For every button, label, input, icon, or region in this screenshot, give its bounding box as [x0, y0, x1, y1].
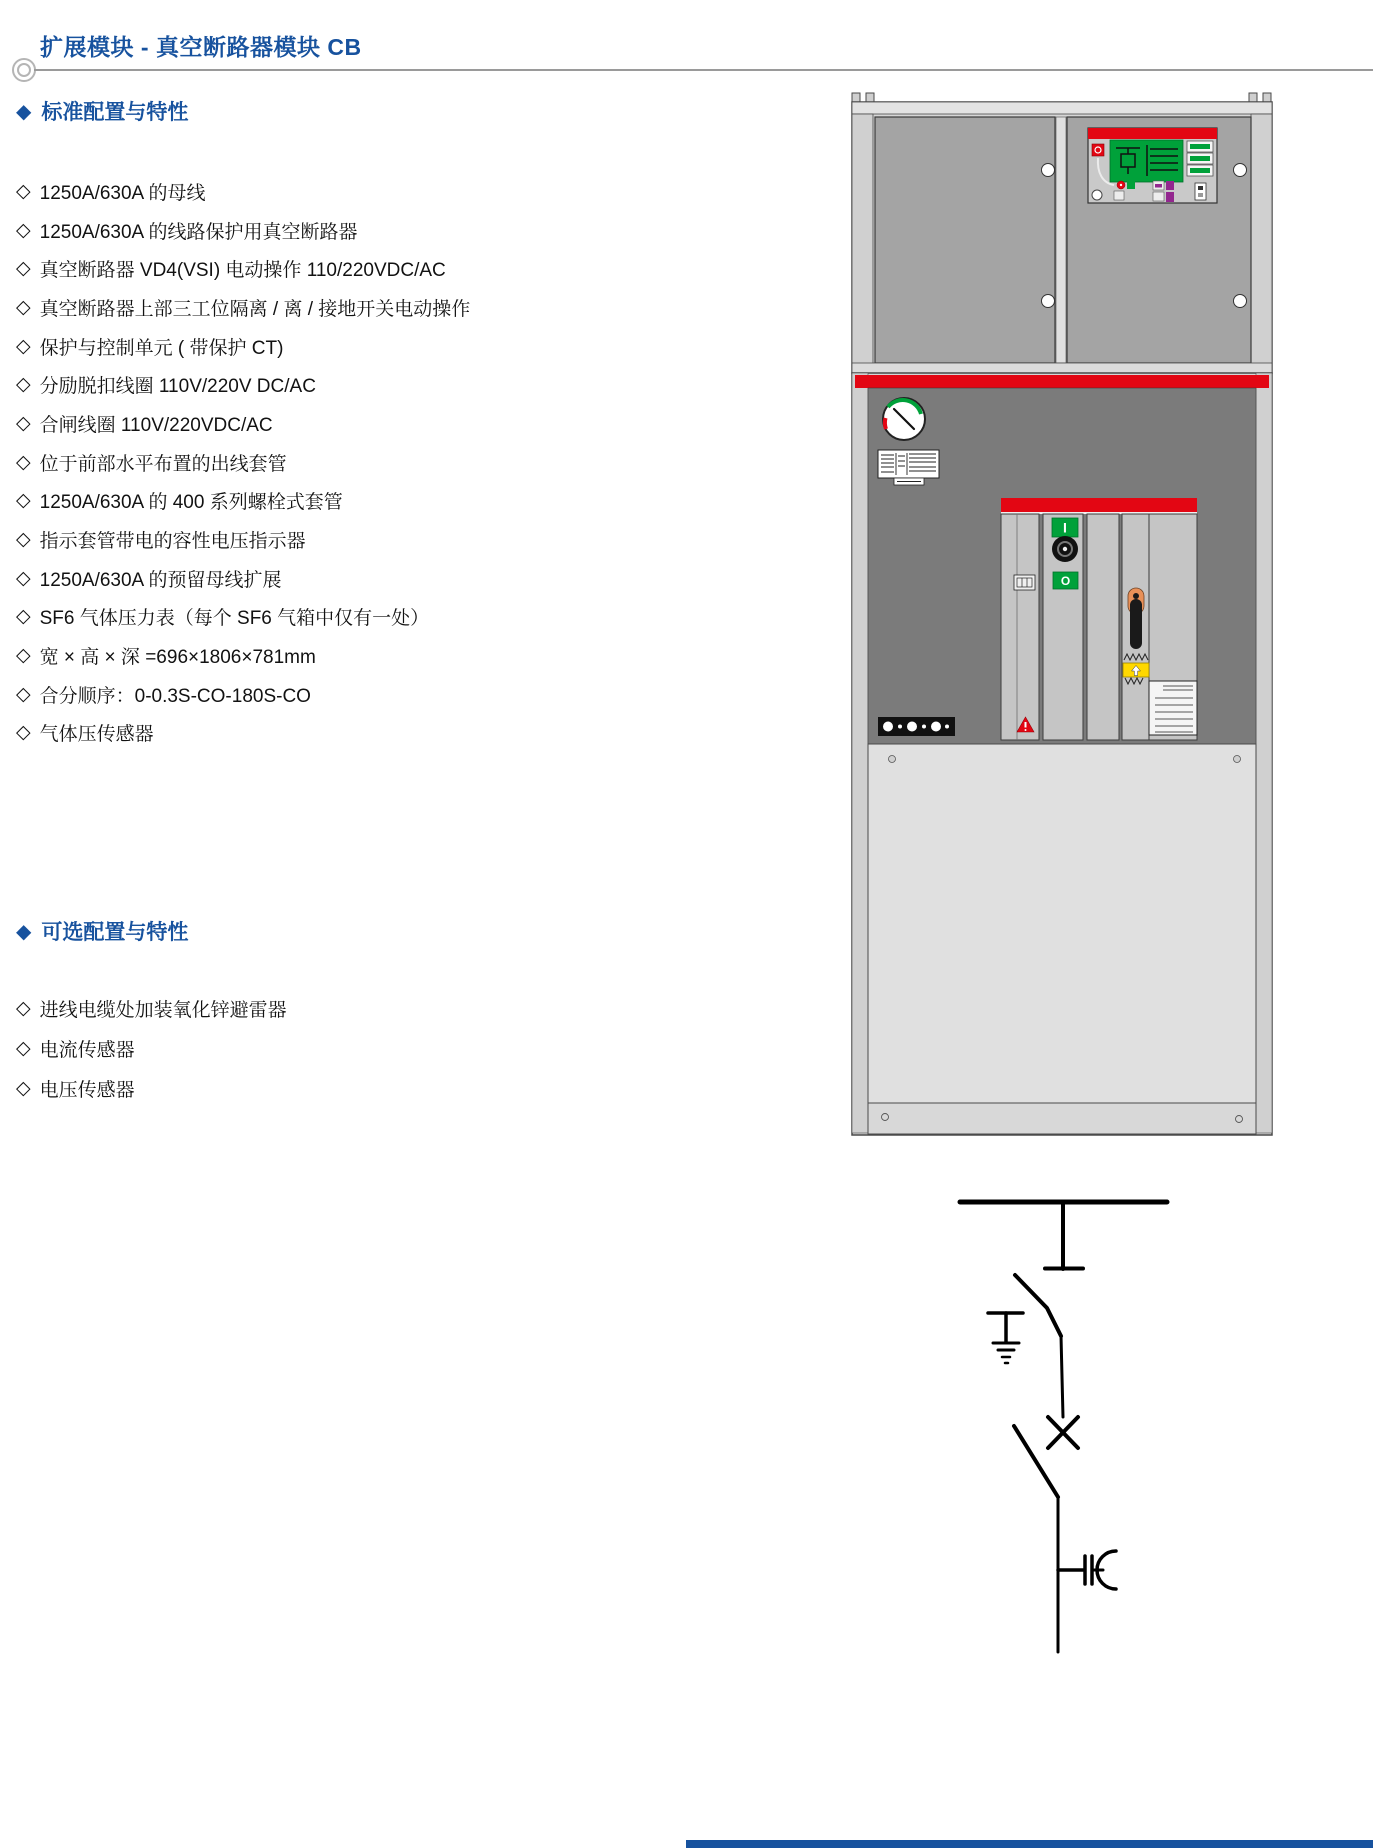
- optional-feature-list: [16, 988, 287, 1108]
- earth-symbol: [988, 1313, 1023, 1363]
- mimic-display: [1110, 140, 1183, 182]
- list-item: [16, 636, 470, 675]
- hollow-diamond-icon: ◇: [16, 683, 31, 705]
- list-item: [16, 443, 470, 482]
- hollow-diamond-icon: ◇: [16, 258, 31, 280]
- protection-control-panel: [1088, 128, 1217, 203]
- hollow-diamond-icon: ◇: [16, 1077, 31, 1099]
- hollow-diamond-icon: ◇: [16, 374, 31, 396]
- hollow-diamond-icon: ◇: [16, 451, 31, 473]
- section-heading-standard: [16, 96, 188, 126]
- open-button: [1053, 572, 1078, 589]
- interlock-window: [1014, 575, 1035, 590]
- white-button: [1092, 190, 1102, 200]
- vacuum-breaker-symbol: [1048, 1417, 1078, 1448]
- list-item-text: 保护与控制单元 ( 带保护 CT): [39, 337, 284, 359]
- cabinet-figure-svg: [850, 88, 1274, 1138]
- section-heading-optional: [16, 916, 188, 946]
- standard-feature-list: [16, 172, 470, 752]
- hollow-diamond-icon: ◇: [16, 1037, 31, 1059]
- charging-lever: [1128, 588, 1144, 649]
- list-item-text: 进线电缆处加装氧化锌避雷器: [39, 999, 287, 1021]
- hollow-diamond-icon: ◇: [16, 296, 31, 318]
- list-item-text: 真空断路器上部三工位隔离 / 离 / 接地开关电动操作: [39, 298, 471, 320]
- list-item: [16, 520, 470, 559]
- list-item-text: 合闸线圈 110V/220VDC/AC: [39, 414, 273, 436]
- hollow-diamond-icon: ◇: [16, 997, 31, 1019]
- hollow-diamond-icon: ◇: [16, 645, 31, 667]
- list-item: [16, 988, 287, 1028]
- rating-plate: [1149, 681, 1197, 735]
- section-heading-text: 标准配置与特性: [41, 101, 189, 124]
- green-indicator-windows: [1187, 141, 1213, 176]
- upper-cabinet: [852, 102, 1272, 373]
- close-button: [1052, 518, 1078, 537]
- disconnector-blade: [1015, 1275, 1061, 1336]
- svg-text:O: O: [1060, 574, 1071, 588]
- hollow-diamond-icon: ◇: [16, 722, 31, 744]
- base-plinth: [868, 1103, 1256, 1134]
- solid-diamond-icon: ◆: [16, 100, 32, 123]
- list-item: [16, 1068, 287, 1108]
- red-button: [1092, 144, 1104, 156]
- list-item: [16, 675, 470, 714]
- list-item-text: 1250A/630A 的预留母线扩展: [39, 569, 282, 591]
- breaker-blade: [1014, 1426, 1058, 1497]
- hollow-diamond-icon: ◇: [16, 567, 31, 589]
- svg-text:I: I: [1063, 519, 1067, 536]
- list-item-text: 电压传感器: [39, 1079, 135, 1101]
- list-item-text: 气体压传感器: [39, 724, 154, 746]
- list-item: [16, 559, 470, 598]
- list-item-text: 位于前部水平布置的出线套管: [39, 453, 287, 475]
- hollow-diamond-icon: ◇: [16, 219, 31, 241]
- sf6-gauge-icon: [883, 398, 925, 440]
- list-item-text: 1250A/630A 的线路保护用真空断路器: [39, 221, 358, 243]
- footer-accent-bar: [686, 1840, 1373, 1848]
- single-line-diagram-svg: [930, 1190, 1180, 1670]
- list-item: [16, 365, 470, 404]
- list-item: [16, 249, 470, 288]
- list-item: [16, 211, 470, 250]
- single-line-diagram: [930, 1190, 1180, 1670]
- lower-module: [852, 373, 1272, 1135]
- list-item: [16, 404, 470, 443]
- breaker-mechanism: [1001, 498, 1197, 740]
- operating-knob: [1052, 536, 1078, 562]
- list-item-text: 指示套管带电的容性电压指示器: [39, 531, 306, 553]
- page-title: 扩展模块 - 真空断路器模块 CB: [40, 34, 362, 60]
- section-heading-text: 可选配置与特性: [41, 921, 189, 944]
- toggle-switch: [1195, 183, 1206, 200]
- hollow-diamond-icon: ◇: [16, 606, 31, 628]
- list-item: [16, 1028, 287, 1068]
- header-divider: [34, 69, 1373, 71]
- list-item: [16, 172, 470, 211]
- list-item-text: 电流传感器: [39, 1039, 135, 1061]
- list-item: [16, 598, 470, 637]
- voltage-indicator-strip: [878, 717, 955, 736]
- list-item-text: 宽 × 高 × 深 =696×1806×781mm: [39, 647, 316, 669]
- left-door: [875, 117, 1055, 363]
- list-item-text: 合分顺序：0-0.3S-CO-180S-CO: [39, 685, 311, 707]
- list-item: [16, 482, 470, 521]
- red-stripe: [855, 375, 1269, 388]
- hollow-diamond-icon: ◇: [16, 180, 31, 202]
- hollow-diamond-icon: ◇: [16, 529, 31, 551]
- list-item-text: 分励脱扣线圈 110V/220V DC/AC: [39, 376, 316, 398]
- list-item-text: 1250A/630A 的 400 系列螺栓式套管: [39, 492, 343, 514]
- list-item: [16, 288, 470, 327]
- list-item: [16, 714, 470, 753]
- list-item-text: 真空断路器 VD4(VSI) 电动操作 110/220VDC/AC: [39, 260, 446, 282]
- solid-diamond-icon: ◆: [16, 920, 32, 943]
- list-item: [16, 327, 470, 366]
- switchgear-cabinet-figure: [850, 88, 1274, 1138]
- list-item-text: 1250A/630A 的母线: [39, 182, 206, 204]
- hollow-diamond-icon: ◇: [16, 412, 31, 434]
- list-item-text: SF6 气体压力表（每个 SF6 气箱中仅有一处）: [39, 608, 430, 630]
- hollow-diamond-icon: ◇: [16, 490, 31, 512]
- cable-connector-symbol: [1058, 1551, 1116, 1589]
- cable-compartment-door: [868, 744, 1256, 1103]
- registration-ring-icon: [12, 58, 36, 82]
- hollow-diamond-icon: ◇: [16, 335, 31, 357]
